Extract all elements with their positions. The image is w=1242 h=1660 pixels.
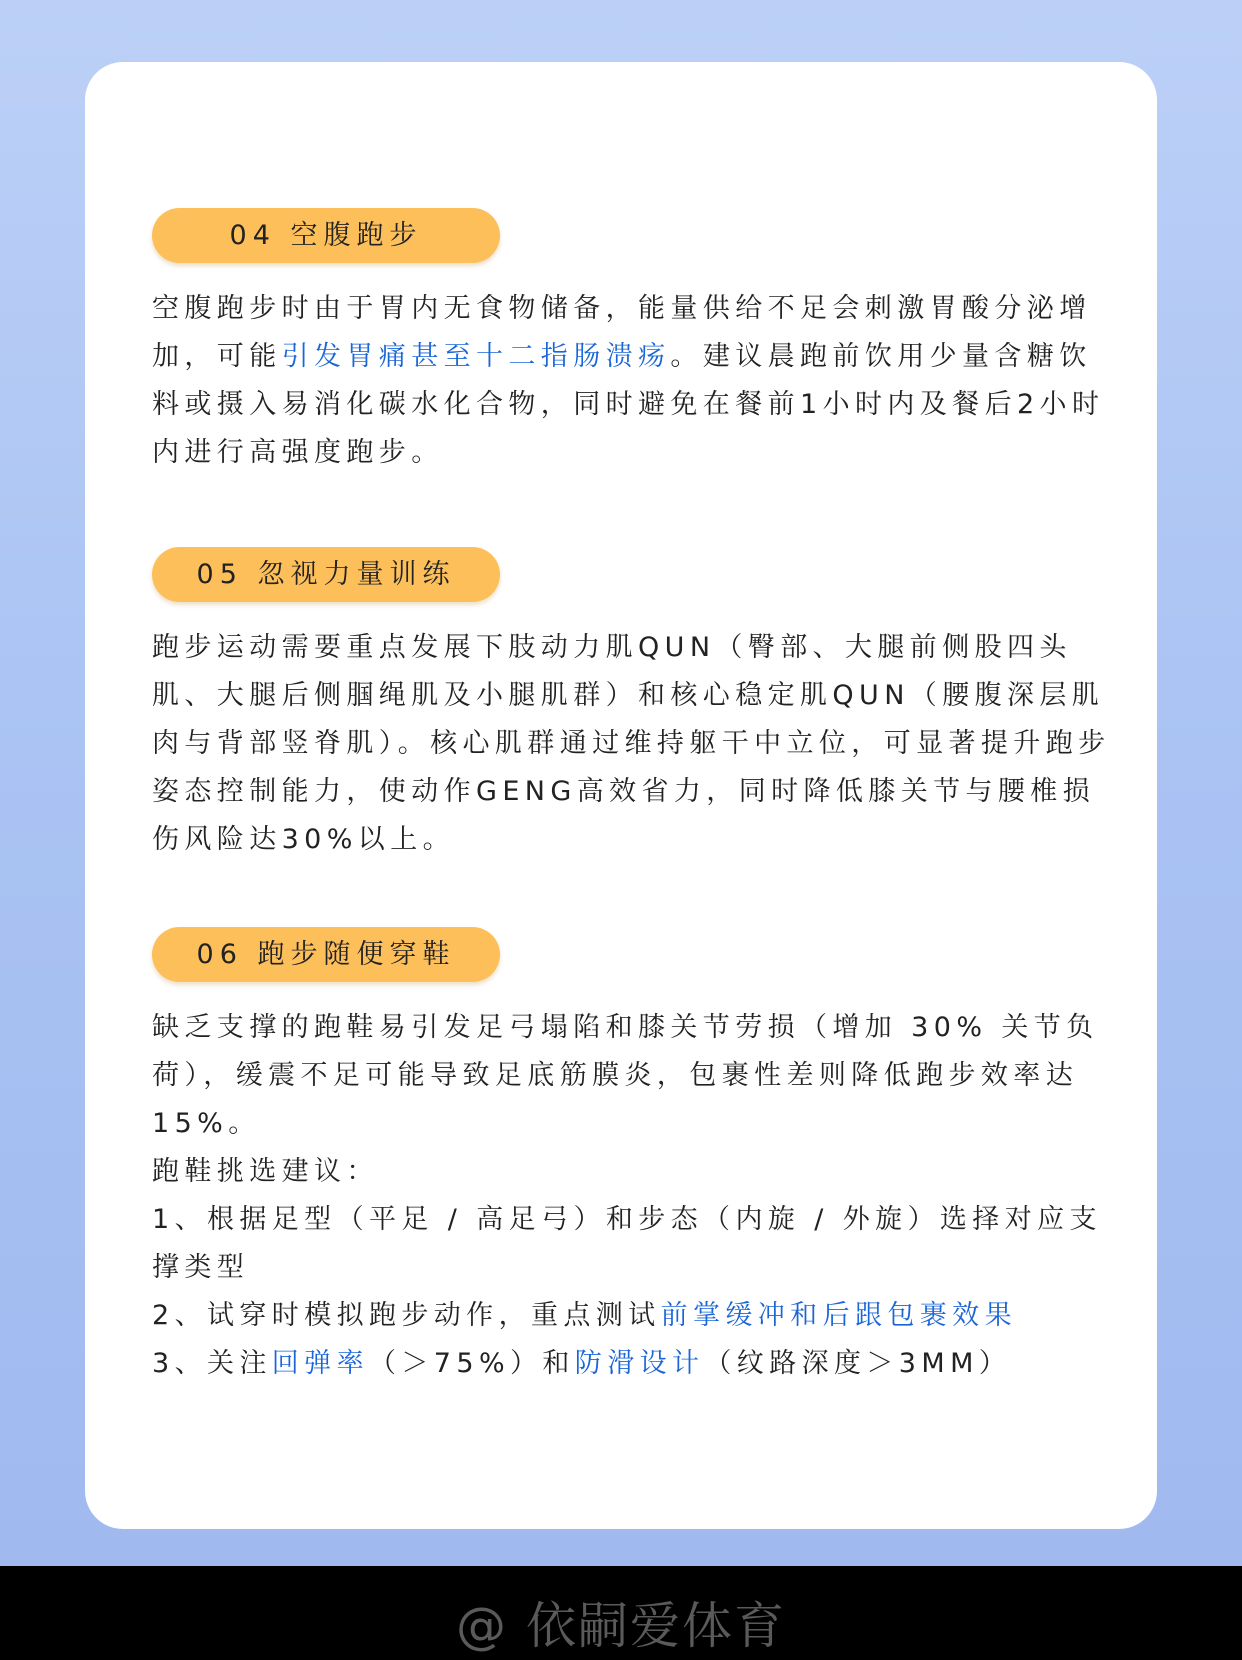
- text-run: 缺乏支撑的跑鞋易引发足弓塌陷和膝关节劳损（增加 30% 关节负荷），缓震不足可能导致足底筋膜炎，包裹性差则降低跑步效率达 15%。: [152, 1012, 1099, 1139]
- highlight-text: 回弹率: [271, 1348, 369, 1379]
- shoe-tip-3: [152, 1340, 1112, 1388]
- section-04-paragraph: [152, 285, 1112, 477]
- text-run: （＞75%）和: [368, 1348, 575, 1379]
- footer-bar: [0, 1566, 1242, 1660]
- highlight-text: 前掌缓冲和后跟包裹效果: [660, 1300, 1017, 1331]
- text-run: 。建议晨跑前饮用少量含糖饮料或摄入易消化碳水化合物，同时避免在餐前1小时内及餐后2小时内进行高强度跑步。: [152, 341, 1105, 468]
- shoe-tips-heading: [152, 1148, 1112, 1196]
- shoe-tip-2: [152, 1292, 1112, 1340]
- text-run: 2、试穿时模拟跑步动作，重点测试: [152, 1300, 661, 1331]
- watermark: @ 依嗣爱体育: [456, 1597, 786, 1655]
- section-05: [152, 547, 1112, 864]
- text-run: 3、关注: [152, 1348, 272, 1379]
- text-run: 跑鞋挑选建议：: [152, 1156, 379, 1187]
- section-06: [152, 927, 1112, 1388]
- section-title-badge: 05 忽视力量训练: [152, 547, 500, 602]
- shoe-tip-1: [152, 1196, 1112, 1292]
- section-04: [152, 208, 1112, 477]
- text-run: 跑步运动需要重点发展下肢动力肌QUN（臀部、大腿前侧股四头肌、大腿后侧腘绳肌及小腿肌群）和核心稳定肌QUN（腰腹深层肌肉与背部竖脊肌）。核心肌群通过维持躯干中立位，可显著提升跑步姿态控制能力，使动作GENG高效省力，同时降低膝关节与腰椎损伤风险达30%以上。: [152, 632, 1111, 855]
- highlight-text: 引发胃痛甚至十二指肠溃疡: [281, 341, 671, 372]
- text-run: 1、根据足型（平足 / 高足弓）和步态（内旋 / 外旋）选择对应支撑类型: [152, 1204, 1102, 1283]
- section-05-paragraph: [152, 624, 1112, 864]
- highlight-text: 防滑设计: [574, 1348, 705, 1379]
- text-run: 空腹跑步时由于胃内无食物储备，能量供给不足会刺激胃酸分泌增加，可能: [152, 293, 1092, 372]
- section-title-badge: 04 空腹跑步: [152, 208, 500, 263]
- section-title-badge: 06 跑步随便穿鞋: [152, 927, 500, 982]
- section-06-paragraph: [152, 1004, 1112, 1148]
- text-run: （纹路深度＞3MM）: [704, 1348, 1012, 1379]
